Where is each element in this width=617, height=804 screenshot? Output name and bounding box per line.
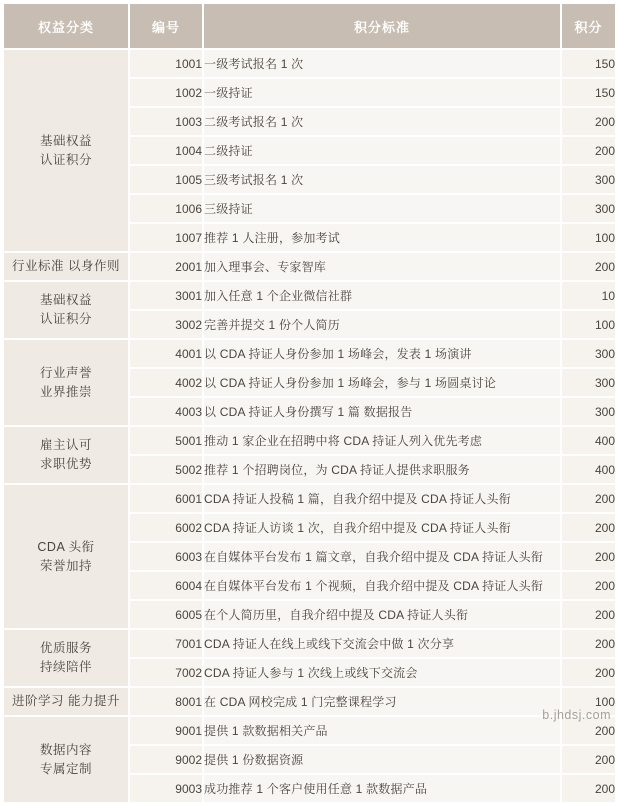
points-cell: 200 — [562, 601, 615, 628]
code-cell: 1007 — [130, 224, 202, 251]
standard-cell: 推动 1 家企业在招聘中将 CDA 持证人列入优先考虑 — [204, 427, 560, 454]
category-label: CDA 头衔 — [37, 539, 95, 554]
table-row — [4, 340, 615, 367]
code-cell: 6004 — [130, 572, 202, 599]
category-label: 行业标准 以身作则 — [12, 259, 120, 273]
category-cell — [4, 427, 128, 483]
standard-cell: CDA 持证人访谈 1 次，自我介绍中提及 CDA 持证人头衔 — [204, 514, 560, 541]
points-cell: 300 — [562, 195, 615, 222]
code-cell: 6001 — [130, 485, 202, 512]
category-label: 认证积分 — [39, 152, 92, 167]
points-cell: 150 — [562, 50, 615, 77]
standard-cell: 完善并提交 1 份个人简历 — [204, 311, 560, 338]
header-points: 积分 — [562, 4, 615, 48]
standard-cell: 加入理事会、专家智库 — [204, 253, 560, 280]
standard-cell: 三级考试报名 1 次 — [204, 166, 560, 193]
points-cell: 10 — [562, 282, 615, 309]
category-cell — [4, 717, 128, 802]
standard-cell: CDA 持证人在线上或线下交流会中做 1 次分享 — [204, 630, 560, 657]
standard-cell: 加入任意 1 个企业微信社群 — [204, 282, 560, 309]
points-cell: 200 — [562, 137, 615, 164]
code-cell: 7001 — [130, 630, 202, 657]
points-table-page — [0, 2, 617, 796]
header-category: 权益分类 — [4, 4, 128, 48]
standard-cell: 在 CDA 网校完成 1 门完整课程学习 — [204, 688, 560, 715]
standard-cell: 在个人简历里，自我介绍中提及 CDA 持证人头衔 — [204, 601, 560, 628]
code-cell: 7002 — [130, 659, 202, 686]
points-cell: 100 — [562, 688, 615, 715]
code-cell: 1001 — [130, 50, 202, 77]
category-label: 行业声誉 — [39, 365, 92, 380]
code-cell: 8001 — [130, 688, 202, 715]
category-label: 专属定制 — [39, 761, 92, 776]
watermark: b.jhdsj.com — [542, 708, 611, 722]
category-cell — [4, 485, 128, 628]
category-label: 数据内容 — [39, 742, 92, 757]
category-cell — [4, 340, 128, 425]
points-cell: 200 — [562, 630, 615, 657]
standard-cell: 推荐 1 个招聘岗位，为 CDA 持证人提供求职服务 — [204, 456, 560, 483]
code-cell: 3002 — [130, 311, 202, 338]
standard-cell: 成功推荐 1 个客户使用任意 1 款数据产品 — [204, 775, 560, 802]
code-cell: 3001 — [130, 282, 202, 309]
category-label: 荣誉加持 — [39, 558, 92, 573]
header-standard: 积分标准 — [204, 4, 560, 48]
points-cell: 200 — [562, 717, 615, 744]
standard-cell: 三级持证 — [204, 195, 560, 222]
code-cell: 4003 — [130, 398, 202, 425]
points-cell: 300 — [562, 166, 615, 193]
points-cell: 150 — [562, 79, 615, 106]
standard-cell: 以 CDA 持证人身份参加 1 场峰会，发表 1 场演讲 — [204, 340, 560, 367]
standard-cell: 在自媒体平台发布 1 篇文章，自我介绍中提及 CDA 持证人头衔 — [204, 543, 560, 570]
category-label: 雇主认可 — [39, 438, 92, 452]
code-cell: 9001 — [130, 717, 202, 744]
points-cell: 200 — [562, 746, 615, 773]
points-cell: 200 — [562, 543, 615, 570]
standard-cell: 一级考试报名 1 次 — [204, 50, 560, 77]
standard-cell: 二级考试报名 1 次 — [204, 108, 560, 135]
code-cell: 4001 — [130, 340, 202, 367]
points-cell: 100 — [562, 311, 615, 338]
points-cell: 200 — [562, 659, 615, 686]
category-label: 优质服务 — [39, 641, 92, 655]
category-label: 业界推崇 — [39, 384, 92, 399]
header-code: 编号 — [130, 4, 202, 48]
points-cell: 200 — [562, 108, 615, 135]
category-label: 认证积分 — [39, 312, 92, 326]
code-cell: 2001 — [130, 253, 202, 280]
table-row — [4, 253, 615, 280]
code-cell: 5001 — [130, 427, 202, 454]
code-cell: 6005 — [130, 601, 202, 628]
standard-cell: CDA 持证人投稿 1 篇，自我介绍中提及 CDA 持证人头衔 — [204, 485, 560, 512]
code-cell: 6002 — [130, 514, 202, 541]
points-cell: 300 — [562, 369, 615, 396]
points-cell: 400 — [562, 427, 615, 454]
standard-cell: CDA 持证人参与 1 次线上或线下交流会 — [204, 659, 560, 686]
code-cell: 4002 — [130, 369, 202, 396]
code-cell: 9003 — [130, 775, 202, 802]
code-cell: 1004 — [130, 137, 202, 164]
table-row — [4, 427, 615, 454]
points-cell: 300 — [562, 340, 615, 367]
table-header — [4, 4, 615, 48]
standard-cell: 二级持证 — [204, 137, 560, 164]
category-cell — [4, 630, 128, 686]
table-row — [4, 282, 615, 309]
category-label: 持续陪伴 — [39, 660, 92, 674]
points-cell: 200 — [562, 253, 615, 280]
code-cell: 1006 — [130, 195, 202, 222]
category-cell — [4, 253, 128, 280]
standard-cell: 提供 1 款数据相关产品 — [204, 717, 560, 744]
table-body — [4, 50, 615, 802]
points-cell: 200 — [562, 485, 615, 512]
points-cell: 300 — [562, 398, 615, 425]
points-cell: 100 — [562, 224, 615, 251]
points-cell: 200 — [562, 775, 615, 802]
category-label: 基础权益 — [39, 133, 92, 148]
code-cell: 6003 — [130, 543, 202, 570]
table-row — [4, 630, 615, 657]
code-cell: 1002 — [130, 79, 202, 106]
code-cell: 1005 — [130, 166, 202, 193]
points-cell: 400 — [562, 456, 615, 483]
category-cell — [4, 50, 128, 251]
standard-cell: 以 CDA 持证人身份参加 1 场峰会，参与 1 场圆桌讨论 — [204, 369, 560, 396]
standard-cell: 以 CDA 持证人身份撰写 1 篇 数据报告 — [204, 398, 560, 425]
category-label: 求职优势 — [39, 457, 92, 471]
category-cell — [4, 282, 128, 338]
category-label: 进阶学习 能力提升 — [12, 694, 120, 708]
table-row — [4, 50, 615, 77]
table-row — [4, 688, 615, 715]
code-cell: 5002 — [130, 456, 202, 483]
category-label: 基础权益 — [39, 293, 92, 307]
points-cell: 200 — [562, 572, 615, 599]
table-row — [4, 485, 615, 512]
standard-cell: 提供 1 份数据资源 — [204, 746, 560, 773]
table-row — [4, 717, 615, 744]
code-cell: 1003 — [130, 108, 202, 135]
code-cell: 9002 — [130, 746, 202, 773]
category-cell — [4, 688, 128, 715]
points-table — [2, 2, 617, 804]
standard-cell: 推荐 1 人注册，参加考试 — [204, 224, 560, 251]
standard-cell: 一级持证 — [204, 79, 560, 106]
points-cell: 200 — [562, 514, 615, 541]
standard-cell: 在自媒体平台发布 1 个视频，自我介绍中提及 CDA 持证人头衔 — [204, 572, 560, 599]
